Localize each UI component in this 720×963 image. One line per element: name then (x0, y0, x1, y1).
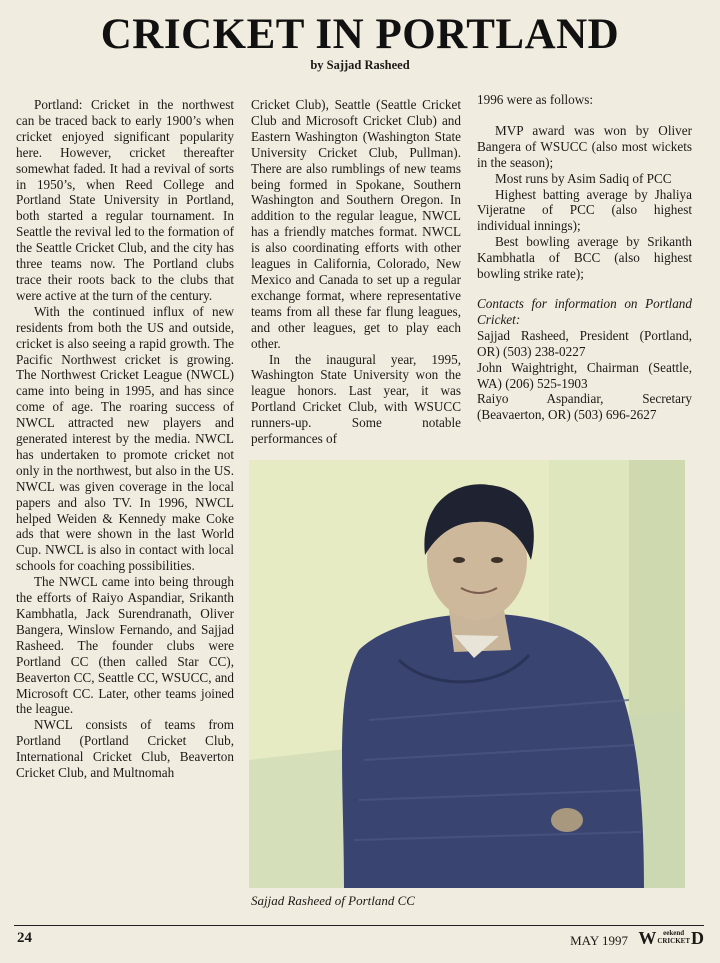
logo-letter-w: W (638, 928, 657, 948)
paragraph: NWCL consists of teams from Portland (Portland Cricket Club, International Cricket Club, Beaverton Cricket Club, and Multnomah (16, 717, 234, 781)
paragraph: Cricket Club), Seattle (Seattle Cricket Club and Microsoft Cricket Club) and Eastern Washington (Washington State University Cricket Club, Pullman). There are also rumblings of new teams being formed in Spokane, Southern Washington and Southern Oregon. In addition to the regular league, NWCL has a friendly matches format. NWCL is also coordinating efforts with other leagues in California, Colorado, New Mexico and Canada to set up a regular exchange format, where representative teams from all these far flung leagues, and other leagues, get to play each other. (251, 97, 461, 351)
paragraph: Portland: Cricket in the northwest can be traced back to early 1900’s when cricket enjoyed significant popularity here. However, cricket thereafter somewhat faded. It had a revival of sorts in 1950’s, when Reed College and Portland State University in Portland, both started a regular tournament. In Seattle the revival led to the formation of the Seattle Cricket Club, and the city has three teams now. The Portland clubs trace their roots back to the clubs that were active at the turn of the century. (16, 97, 234, 303)
award-item: Highest batting average by Jhaliya Vijeratne of PCC (also highest individual innings); (477, 186, 692, 234)
award-item: Best bowling average by Srikanth Kambhatla of BCC (also highest bowling strike rate); (477, 234, 692, 282)
portrait-photo (249, 460, 685, 888)
logo-letter-d: D (691, 928, 704, 948)
footer-divider (14, 925, 704, 926)
portrait-illustration (249, 460, 685, 888)
photo-caption: Sajjad Rasheed of Portland CC (251, 893, 415, 908)
article-column-2 (251, 97, 461, 447)
paragraph: The NWCL came into being through the efforts of Raiyo Aspandiar, Srikanth Kambhatla, Jack Surendranath, Oliver Bangera, Winslow Fernando, and Sajjad Rasheed. The founder clubs were Portland CC (then called Star CC), Beaverton CC, Seattle CC, WSUCC, and Microsoft CC. Later, other teams joined the league. (16, 574, 234, 717)
page-number: 24 (17, 930, 32, 946)
byline: by Sajjad Rasheed (310, 58, 410, 72)
article-title: CRICKET IN PORTLAND (100, 11, 620, 58)
logo-middle (657, 929, 690, 945)
contacts-heading: Contacts for information on Portland Cricket: (477, 295, 692, 327)
paragraph: With the continued influx of new residents from both the US and outside, cricket is also seeing a rapid growth. The Pacific Northwest cricket is growing. The Northwest Cricket League (NWCL) came into being in 1995, and has since come of age. The roaring success of NWCL attracted new players and generated interest by the media. NWCL has undertaken to promote cricket not only in the northwest, but also in the US. NWCL was given coverage in the local papers and also TV. In 1996, NWCL helped Weiden & Kennedy make Coke ads that were shown in the last World Cup. NWCL is also in contact with local schools for coaching possibilities. (16, 303, 234, 574)
award-item: Most runs by Asim Sadiq of PCC (495, 170, 672, 186)
award-item: MVP award was won by Oliver Bangera of WSUCC (also most wickets in the season); (477, 122, 692, 170)
contact-entry: Sajjad Rasheed, President (Portland, OR) (503) 238-0227 (477, 327, 692, 359)
magazine-logo (638, 928, 704, 949)
logo-bottom-word: CRICKET (657, 937, 690, 945)
paragraph: 1996 were as follows: (477, 92, 594, 107)
contact-entry: John Waightright, Chairman (Seattle, WA) (206) 525-1903 (477, 359, 692, 391)
logo-top-word: eekend (663, 929, 685, 937)
contact-entry: Raiyo Aspandiar, Secretary (Beavaerton, OR) (503) 696-2627 (477, 391, 692, 423)
paragraph: In the inaugural year, 1995, Washington State University won the league honors. Last year, it was Portland Cricket Club, with WSUCC runners-up. Some notable performances of (251, 351, 461, 447)
article-column-3 (477, 92, 692, 423)
article-column-1 (16, 97, 234, 781)
issue-date: MAY 1997 (570, 933, 628, 948)
